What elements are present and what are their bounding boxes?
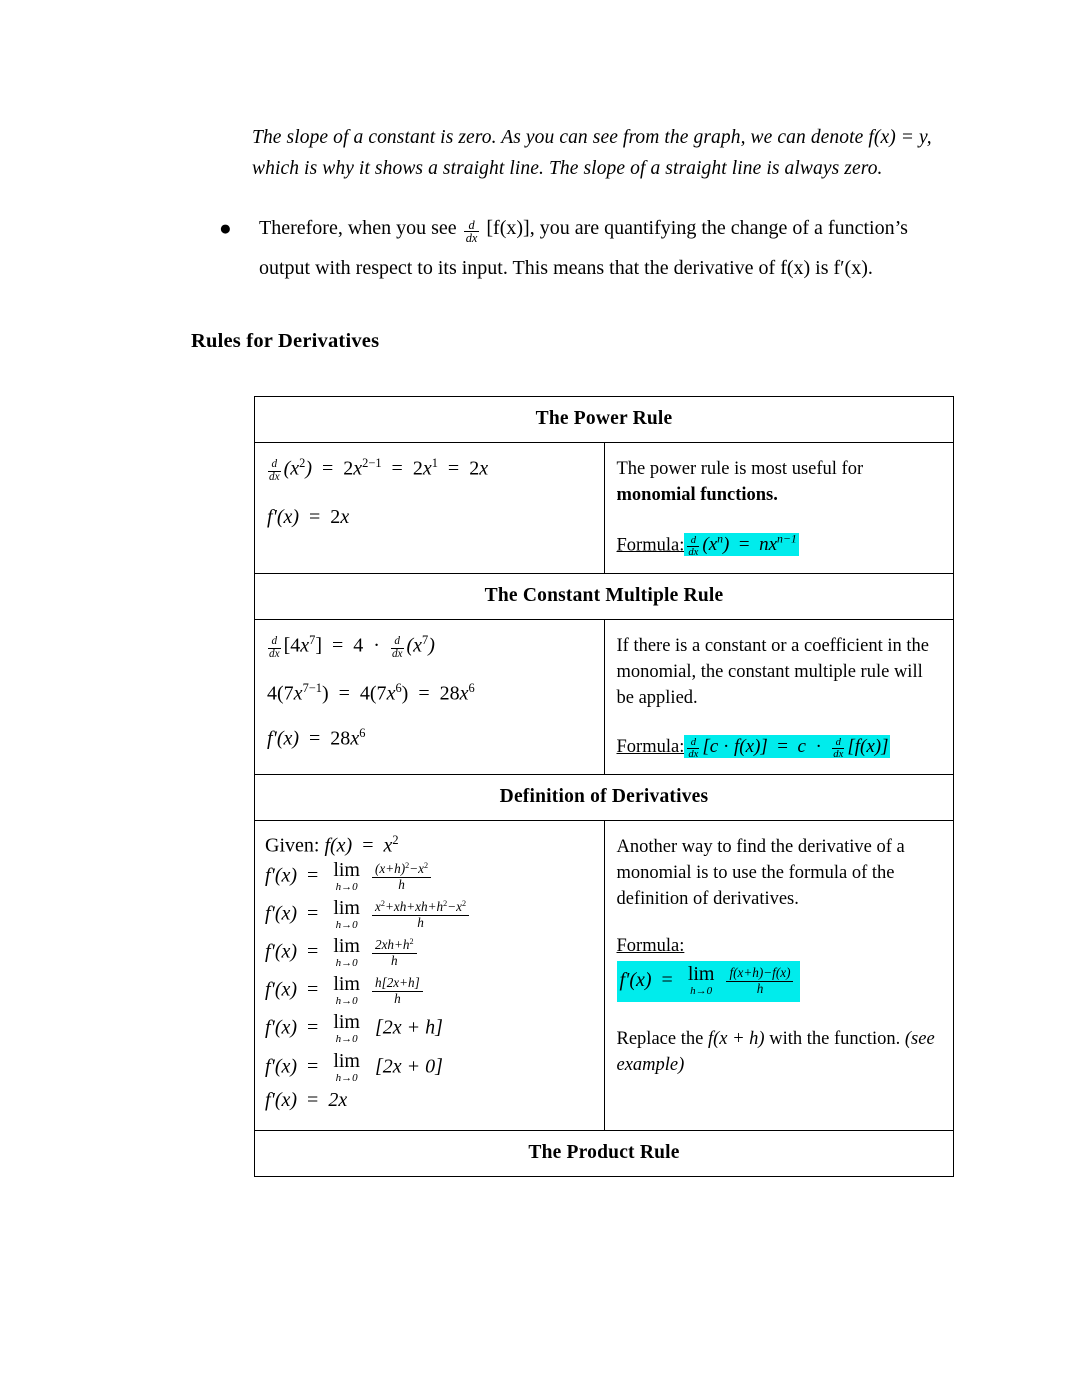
power-rule-formula-label: Formula: <box>616 535 685 556</box>
bullet-marker-icon: ● <box>219 216 232 240</box>
definition-note-text <box>617 1026 944 1078</box>
constant-multiple-line-1: $\frac{d}{dx}$ $[4x^7] = 4$ · $\frac{d}{dx}$ $(x^7)$ <box>269 632 435 660</box>
table-row-power-rule-title <box>255 397 954 443</box>
table-row-product-rule-title <box>255 1130 954 1176</box>
definition-description-text: Another way to find the derivative of a monomial is to use the formula of the definition of derivatives. <box>616 836 905 909</box>
section-title-constant-multiple-rule: The Constant Multiple Rule <box>255 573 954 619</box>
intro-paragraph-text: The slope of a constant is zero. As you can see from the graph, we can denote f(x) = y, which is why it shows a straight line. The slope of a straight line is always zero. <box>252 127 932 179</box>
definition-formula-row <box>617 961 944 1002</box>
definition-note-italic: (see example) <box>616 1029 935 1076</box>
definition-note-math: f(x + h) <box>707 1029 765 1050</box>
power-rule-description-cell <box>604 443 954 574</box>
section-title-product-rule: The Product Rule <box>255 1130 954 1176</box>
bullet-text-part1: Therefore, when you see <box>259 217 462 239</box>
constant-multiple-formula-highlight: $\frac{d}{dx}$ [c · f(x)] = c · $\frac{d}{dx}$ [f(x)] <box>684 735 890 758</box>
bullet-paragraph-text <box>259 208 960 288</box>
constant-multiple-example-cell <box>255 619 605 774</box>
section-title-definition-of-derivatives: Definition of Derivatives <box>255 774 954 820</box>
definition-note-plain-1: Replace the <box>616 1029 708 1050</box>
definition-step-6: f'(x) = lim h→0 [2x + 0] <box>265 1049 443 1084</box>
definition-step-3: f'(x) = lim h→0 $\frac{2xh+h^2}{h}$ <box>265 936 596 970</box>
ddx-denominator: dx <box>465 231 478 246</box>
table-row-power-rule-body <box>255 443 954 574</box>
definition-example-cell <box>255 820 605 1130</box>
constant-multiple-formula-label: Formula: <box>616 736 685 757</box>
table-row-definition-body <box>255 820 954 1130</box>
constant-multiple-description-cell <box>604 619 954 774</box>
definition-formula-highlight: f'(x) = lim h→0 $\frac{f(x+h)-f(x)}{h}$ <box>617 961 801 1002</box>
power-rule-description-text <box>617 456 944 508</box>
constant-multiple-description-text: If there is a constant or a coefficient in the monomial, the constant multiple rule will be applied. <box>616 635 929 708</box>
constant-multiple-line-2: $4(7x^{7-1}) = 4(7x^6) = 28x^6$ <box>267 681 475 706</box>
definition-step-5: f'(x) = lim h→0 [2x + h] <box>265 1011 443 1046</box>
table-row-definition-title <box>255 774 954 820</box>
power-rule-line-2: f'(x) = 2x <box>267 505 350 528</box>
ddx-numerator: d <box>464 219 480 233</box>
definition-given-line: Given: $f(x) = x^2$ <box>265 832 399 857</box>
definition-description-cell <box>604 820 954 1130</box>
power-rule-prose-bold: monomial functions. <box>616 485 778 505</box>
definition-step-1: f'(x) = lim h→0 $\frac{(x+h)^2-x^2}{h}$ <box>265 860 596 894</box>
constant-multiple-line-3: $f'(x) = 28x^6$ <box>267 726 366 750</box>
power-rule-example-cell <box>255 443 605 574</box>
table-row-constant-multiple-title <box>255 573 954 619</box>
power-rule-prose-plain: The power rule is most useful for <box>616 459 864 479</box>
definition-note-plain-2: with the function. <box>764 1029 905 1050</box>
power-rule-formula-highlight: $\frac{d}{dx}$ $(x^n) = nx^{n-1}$ <box>684 533 798 556</box>
section-heading-rules-for-derivatives: Rules for Derivatives <box>191 330 380 352</box>
power-rule-formula-row <box>617 534 944 559</box>
intro-paragraph <box>252 122 952 184</box>
definition-formula-label: Formula: <box>616 935 685 956</box>
ddx-fraction <box>464 219 480 245</box>
definition-step-2: f'(x) = lim h→0 $\frac{x^2+xh+xh+h^2-x^2}{h}$ <box>265 898 596 932</box>
section-title-power-rule: The Power Rule <box>255 397 954 443</box>
definition-step-4: f'(x) = lim h→0 $\frac{h[2x+h]}{h}$ <box>265 974 596 1008</box>
constant-multiple-formula-row <box>617 737 944 760</box>
bullet-paragraph <box>215 208 960 288</box>
table-row-constant-multiple-body <box>255 619 954 774</box>
definition-given-label: Given: <box>265 834 320 857</box>
rules-for-derivatives-table <box>254 396 954 1177</box>
bullet-text-part2: [f(x)], you are quantifying the change of a function’s output with respect to its input. This means that the derivative of f(x) is f′(x). <box>259 217 908 279</box>
power-rule-line-1: $\frac{d}{dx}$ $(x^2) = 2x^{2-1} = 2x^1 = 2x$ <box>269 456 489 484</box>
definition-step-7: f'(x) = 2x <box>265 1088 348 1111</box>
